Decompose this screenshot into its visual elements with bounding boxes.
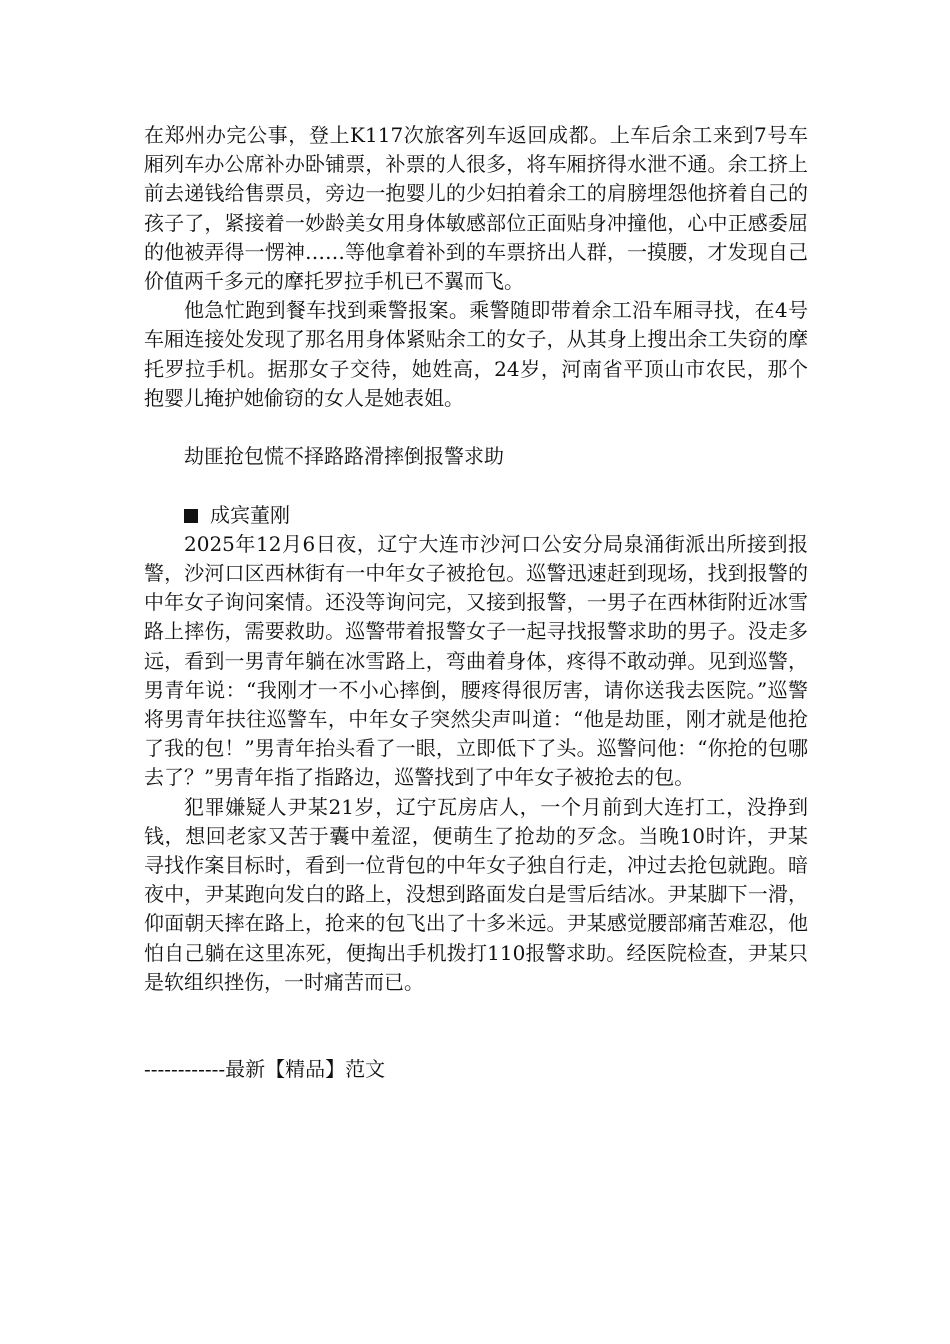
story2-byline xyxy=(144,501,808,530)
spacer xyxy=(144,413,808,442)
byline-text: 成宾董刚 xyxy=(210,502,290,527)
story2-paragraph-2: 犯罪嫌疑人尹某21岁，辽宁瓦房店人，一个月前到大连打工，没挣到钱，想回老家又苦于囊中羞涩，便萌生了抢劫的歹念。当晚10时许，尹某寻找作案目标时，看到一位背包的中年女子独自行走，冲过去抢包就跑。暗夜中，尹某跑向发白的路上，没想到路面发白是雪后结冰。尹某脚下一滑，仰面朝天摔在路上，抢来的包飞出了十多米远。尹某感觉腰部痛苦难忍，他怕自己躺在这里冻死，便掏出手机拨打110报警求助。经医院检查，尹某只是软组织挫伤，一时痛苦而已。 xyxy=(144,794,808,994)
footer-text: ------------最新【精品】范文 xyxy=(144,1057,386,1082)
document-page xyxy=(144,121,808,1085)
story2-paragraph-1: 2025年12月6日夜，辽宁大连市沙河口公安分局泉涌街派出所接到报警，沙河口区西林街有一中年女子被抢包。巡警迅速赶到现场，找到报警的中年女子询问案情。还没等询问完，又接到报警，一男子在西林街附近冰雪路上摔伤，需要救助。巡警带着报警女子一起寻找报警求助的男子。没走多远，看到一男青年躺在冰雪路上，弯曲着身体，疼得不敢动弹。见到巡警，男青年说：“我刚才一不小心摔倒，腰疼得很厉害，请你送我去医院。”巡警将男青年扶往巡警车，中年女子突然尖声叫道：“他是劫匪，刚才就是他抢了我的包！”男青年抬头看了一眼，立即低下了头。巡警问他：“你抢的包哪去了？”男青年指了指路边，巡警找到了中年女子被抢去的包。 xyxy=(144,531,808,790)
black-square-icon xyxy=(184,509,198,523)
story1-paragraph-1: 在郑州办完公事，登上K117次旅客列车返回成都。上车后余工来到7号车厢列车办公席补办卧铺票，补票的人很多，将车厢挤得水泄不通。余工挤上前去递钱给售票员，旁边一抱婴儿的少妇拍着余工的肩膀埋怨他挤着自己的孩子了，紧接着一妙龄美女用身体敏感部位正面贴身冲撞他，心中正感委屈的他被弄得一愣神……等他拿着补到的车票挤出人群，一摸腰，才发现自己价值两千多元的摩托罗拉手机已不翼而飞。 xyxy=(144,123,808,294)
spacer xyxy=(144,997,808,1026)
story2-title: 劫匪抢包慌不择路路滑摔倒报警求助 xyxy=(184,444,504,469)
story1-paragraph-2: 他急忙跑到餐车找到乘警报案。乘警随即带着余工沿车厢寻找，在4号车厢连接处发现了那名用身体紧贴余工的女子，从其身上搜出余工失窃的摩托罗拉手机。据那女子交待，她姓高，24岁，河南省平顶山市农民，那个抱婴儿掩护她偷窃的女人是她表姐。 xyxy=(144,298,808,410)
spacer xyxy=(144,471,808,500)
spacer xyxy=(144,1026,808,1055)
